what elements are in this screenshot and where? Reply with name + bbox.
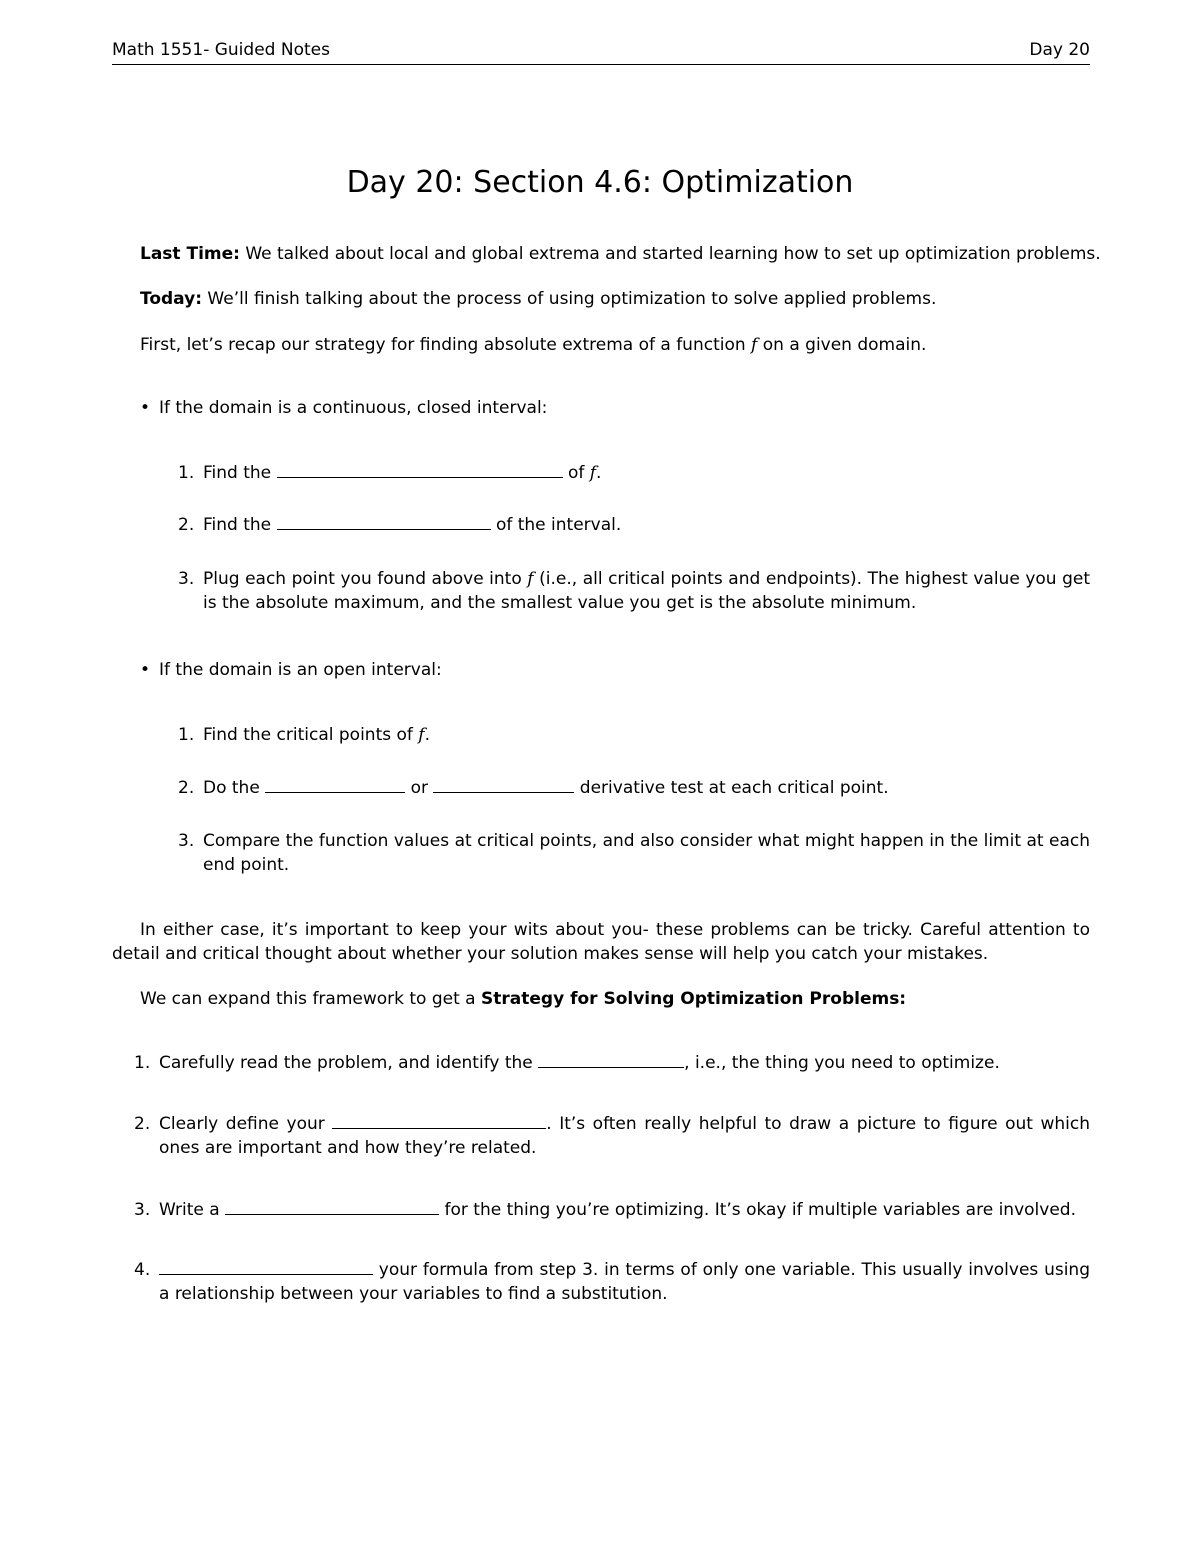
open-step2 [203, 776, 889, 800]
last-time-label: Last Time: [140, 244, 240, 264]
open-step2-middle: or [405, 778, 434, 798]
strategy-3-num: 3. [134, 1200, 151, 1220]
today-paragraph [140, 287, 936, 311]
strategy-4-num: 4. [134, 1260, 151, 1280]
closed-step1-after: of [562, 463, 590, 483]
recap-paragraph [140, 333, 926, 357]
closed-step1-var: f [589, 463, 597, 483]
fill-in-blank[interactable] [225, 1198, 439, 1215]
open-step2-after: derivative test at each critical point. [574, 778, 889, 798]
fill-in-blank[interactable] [277, 461, 563, 478]
strategy-1-num: 1. [134, 1053, 151, 1073]
page-title: Day 20: Section 4.6: Optimization [346, 165, 854, 200]
fill-in-blank[interactable] [433, 776, 574, 793]
fill-in-blank[interactable] [277, 513, 491, 530]
closed-step2-before: Find the [203, 515, 277, 535]
strategy-1-before: Carefully read the problem, and identify the [159, 1053, 539, 1073]
strategy-2-after: . It’s often really helpful to draw a picture to figure out which ones are important and how they’re related. [159, 1114, 1090, 1158]
closed-step2-num: 2. [178, 515, 195, 535]
open-step3: Compare the function values at critical points, and also consider what might happen in the limit at each end point. [203, 831, 1090, 875]
open-step1-var: f [418, 725, 425, 745]
open-step1-before: Find the critical points of [203, 725, 419, 745]
open-step2-before: Do the [203, 778, 266, 798]
closed-step3 [203, 567, 1090, 615]
closed-step2 [203, 513, 621, 537]
expand-before: We can expand this framework to get a [140, 989, 482, 1009]
bullet-closed: • [140, 398, 151, 418]
closed-step1 [203, 461, 601, 485]
closed-step1-num: 1. [178, 463, 195, 483]
closed-step2-after: of the interval. [490, 515, 622, 535]
strategy-1 [159, 1051, 1000, 1075]
strategy-heading: Strategy for Solving Optimization Problems: [481, 989, 907, 1009]
strategy-3-before: Write a [159, 1200, 226, 1220]
strategy-4-after: your formula from step 3. in terms of only one variable. This usually involves using a relationship between your variables to find a substitution. [159, 1260, 1090, 1304]
open-step1-num: 1. [178, 725, 195, 745]
header-day: Day 20 [1029, 40, 1090, 60]
fill-in-blank[interactable] [332, 1112, 546, 1129]
closed-step3-before: Plug each point you found above into [203, 569, 528, 589]
expand-paragraph [140, 987, 906, 1011]
recap-after: on a given domain. [757, 335, 927, 355]
closed-step3-after: (i.e., all critical points and endpoints). The highest value you get is the absolute maximum, and the smallest value you get is the absolute minimum. [203, 569, 1091, 613]
last-time-text: We talked about local and global extrema and started learning how to set up optimization problems. [239, 244, 1101, 264]
page-header [112, 38, 1090, 65]
strategy-2 [159, 1112, 1090, 1160]
closed-step1-end: . [596, 463, 602, 483]
closed-step3-var: f [527, 569, 534, 589]
strategy-2-num: 2. [134, 1114, 151, 1134]
open-step2-num: 2. [178, 778, 195, 798]
fill-in-blank[interactable] [159, 1258, 373, 1275]
fill-in-blank[interactable] [265, 776, 405, 793]
last-time-paragraph [140, 242, 1101, 266]
open-step1 [203, 723, 430, 747]
recap-var: f [751, 335, 758, 355]
closed-step1-before: Find the [203, 463, 277, 483]
strategy-3 [159, 1198, 1076, 1222]
today-label: Today: [140, 289, 203, 309]
fill-in-blank[interactable] [538, 1051, 684, 1068]
open-step1-end: . [424, 725, 430, 745]
either-case-paragraph: In either case, it’s important to keep your wits about you- these problems can be tricky. Careful attention to detail and critical thought about whether your solution makes sense will help you catch your mistakes. [112, 920, 1090, 964]
open-step3-num: 3. [178, 831, 195, 851]
open-heading: If the domain is an open interval: [159, 660, 442, 680]
strategy-3-after: for the thing you’re optimizing. It’s okay if multiple variables are involved. [439, 1200, 1076, 1220]
strategy-2-before: Clearly define your [159, 1114, 333, 1134]
strategy-1-after: , i.e., the thing you need to optimize. [684, 1053, 1000, 1073]
strategy-4 [159, 1258, 1090, 1306]
recap-before: First, let’s recap our strategy for finding absolute extrema of a function [140, 335, 752, 355]
bullet-open: • [140, 660, 151, 680]
header-course: Math 1551- Guided Notes [112, 40, 330, 60]
closed-step3-num: 3. [178, 569, 195, 589]
closed-heading: If the domain is a continuous, closed interval: [159, 398, 548, 418]
today-text: We’ll finish talking about the process of using optimization to solve applied problems. [202, 289, 937, 309]
